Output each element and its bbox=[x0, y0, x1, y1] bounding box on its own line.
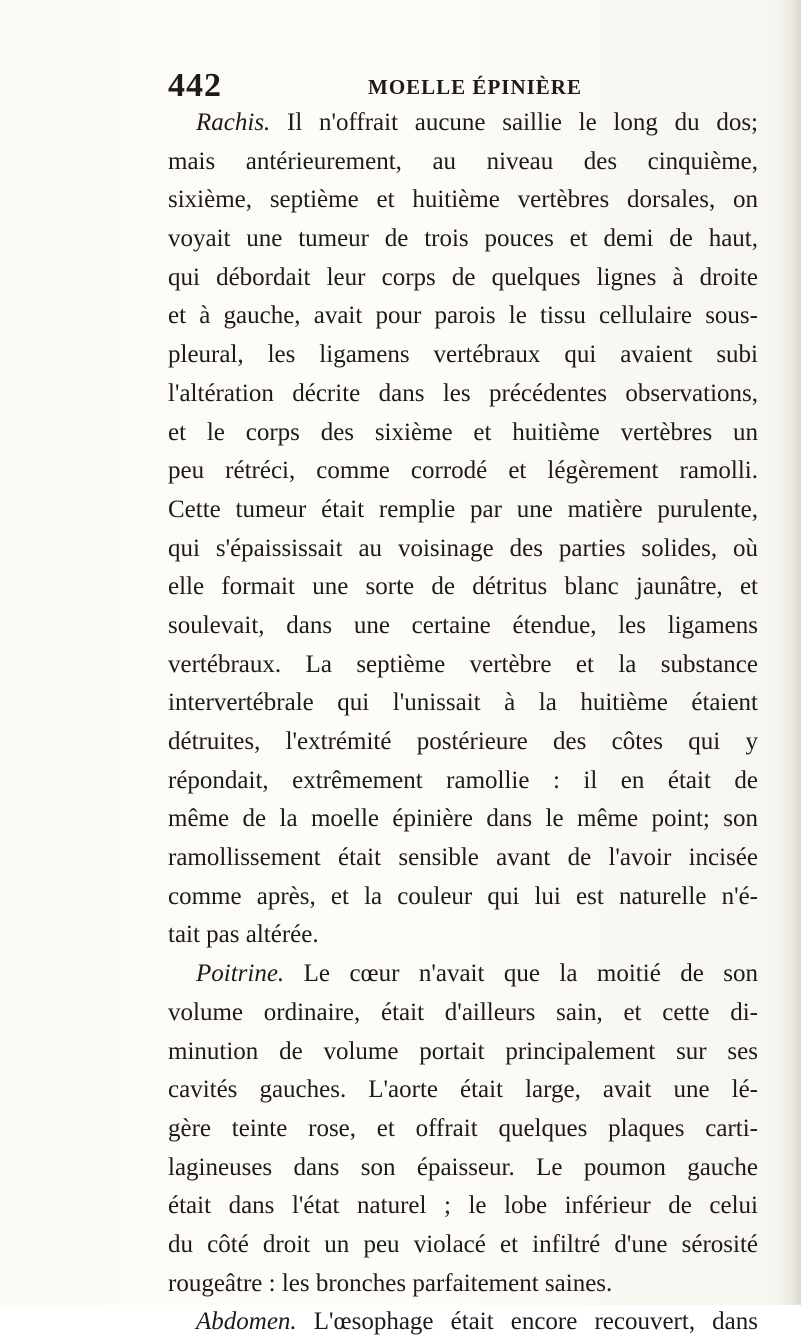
text-line: l'altération décrite dans les précédentes observations, bbox=[168, 379, 758, 407]
text-line: détruites, l'extrémité postérieure des côtes qui y bbox=[168, 728, 758, 755]
text-line: et le corps des sixième et huitième vertèbres un bbox=[168, 418, 758, 446]
text-line: volume ordinaire, était d'ailleurs sain, et cette di- bbox=[168, 998, 758, 1026]
text-line: comme après, et la couleur qui lui est naturelle n'é- bbox=[168, 882, 758, 910]
text-line: même de la moelle épinière dans le même point; son bbox=[168, 805, 758, 833]
running-head bbox=[168, 68, 648, 104]
text-line: et à gauche, avait pour parois le tissu cellulaire sous- bbox=[168, 302, 758, 330]
text-line: Abdomen. L'œsophage était encore recouvert, dans bbox=[196, 1308, 758, 1336]
text-line: ramollissement était sensible avant de l'avoir incisée bbox=[168, 844, 758, 872]
page-number: 442 bbox=[168, 67, 222, 104]
text-line: tait pas altérée. bbox=[168, 921, 319, 949]
text-line: voyait une tumeur de trois pouces et demi de haut, bbox=[168, 225, 758, 253]
text-line: gère teinte rose, et offrait quelques plaques carti- bbox=[168, 1114, 758, 1142]
text-line: Rachis. Il n'offrait aucune saillie le long du dos; bbox=[196, 109, 758, 136]
running-head-title: MOELLE ÉPINIÈRE bbox=[368, 75, 582, 99]
text-line: répondait, extrêmement ramollie : il en était de bbox=[168, 766, 758, 794]
text-line: Cette tumeur était remplie par une matière purulente, bbox=[168, 495, 758, 523]
text-line: vertébraux. La septième vertèbre et la substance bbox=[168, 650, 758, 678]
text-line: qui débordait leur corps de quelques lignes à droite bbox=[168, 263, 758, 291]
text-line: peu rétréci, comme corrodé et légèrement ramolli. bbox=[168, 457, 758, 485]
text-line: minution de volume portait principalement sur ses bbox=[168, 1037, 758, 1065]
page-gutter-shadow bbox=[775, 0, 801, 1305]
text-line: rougeâtre : les bronches parfaitement saines. bbox=[168, 1269, 613, 1297]
text-line: pleural, les ligamens vertébraux qui avaient subi bbox=[168, 341, 758, 369]
body-text bbox=[168, 104, 758, 1342]
text-line: cavités gauches. L'aorte était large, avait une lé- bbox=[168, 1076, 758, 1104]
text-line: mais antérieurement, au niveau des cinquième, bbox=[168, 147, 758, 175]
text-line: Poitrine. Le cœur n'avait que la moitié de son bbox=[196, 960, 758, 988]
text-line: intervertébrale qui l'unissait à la huitième étaient bbox=[168, 689, 758, 717]
section-lead: Poitrine. bbox=[196, 960, 285, 988]
text-line: du côté droit un peu violacé et infiltré d'une sérosité bbox=[168, 1230, 758, 1258]
text-line: était dans l'état naturel ; le lobe inférieur de celui bbox=[168, 1192, 758, 1220]
text-line: lagineuses dans son épaisseur. Le poumon gauche bbox=[168, 1153, 758, 1181]
section-lead: Abdomen. bbox=[196, 1308, 297, 1336]
text-line: soulevait, dans une certaine étendue, les ligamens bbox=[168, 611, 758, 639]
text-line: elle formait une sorte de détritus blanc jaunâtre, et bbox=[168, 573, 758, 601]
text-line: sixième, septième et huitième vertèbres dorsales, on bbox=[168, 186, 758, 214]
text-line: qui s'épaississait au voisinage des parties solides, où bbox=[168, 534, 758, 562]
section-lead: Rachis. bbox=[196, 109, 271, 136]
